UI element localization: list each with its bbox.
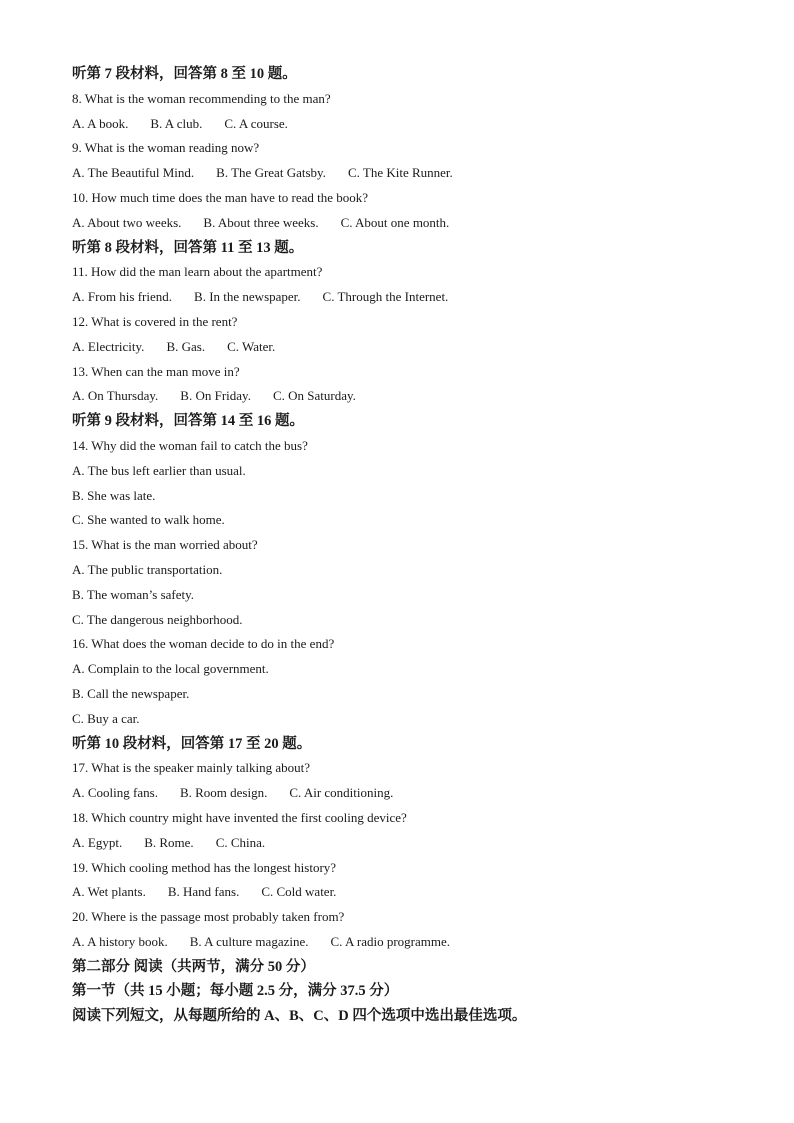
option-c: C. Cold water. <box>261 884 337 900</box>
option-b: B. Room design. <box>179 785 268 801</box>
question-17: 17. What is the speaker mainly talking about? <box>72 760 311 776</box>
question-11: 11. How did the man learn about the apartment? <box>72 264 323 280</box>
part2-instruction: 阅读下列短文，从每题所给的 A、B、C、D 四个选项中选出最佳选项。 <box>72 1008 527 1025</box>
section-heading: 听第 10 段材料，回答第 17 至 20 题。 <box>72 735 312 752</box>
option-c: C. Air conditioning. <box>289 785 394 801</box>
options-row <box>72 880 732 905</box>
option-a: A. The public transportation. <box>72 561 223 577</box>
options-row <box>72 285 732 310</box>
options-row <box>72 384 732 409</box>
option-c: C. The dangerous neighborhood. <box>72 611 243 627</box>
option-a: A. Egypt. <box>72 834 123 850</box>
question-19: 19. Which cooling method has the longest history? <box>72 859 337 875</box>
option-c: C. On Saturday. <box>272 388 356 404</box>
option-a: A. From his friend. <box>72 289 173 305</box>
option-b: B. A culture magazine. <box>189 933 309 949</box>
option-c: C. Through the Internet. <box>322 289 449 305</box>
part2-title: 第二部分 阅读（共两节，满分 50 分） <box>72 958 315 975</box>
question-8: 8. What is the woman recommending to the man? <box>72 90 331 106</box>
option-a: A. A book. <box>72 115 129 131</box>
options-row <box>72 781 732 806</box>
question-12: 12. What is covered in the rent? <box>72 313 238 329</box>
option-c: C. China. <box>215 834 266 850</box>
options-row <box>72 831 732 856</box>
question-16: 16. What does the woman decide to do in the end? <box>72 636 335 652</box>
option-b: B. Hand fans. <box>167 884 240 900</box>
question-15: 15. What is the man worried about? <box>72 537 258 553</box>
option-c: C. Buy a car. <box>72 710 140 726</box>
options-row <box>72 211 732 236</box>
option-b: B. A club. <box>150 115 203 131</box>
question-13: 13. When can the man move in? <box>72 363 240 379</box>
question-14: 14. Why did the woman fail to catch the bus? <box>72 437 308 453</box>
option-a: A. Cooling fans. <box>72 785 158 801</box>
option-c: C. She wanted to walk home. <box>72 512 225 528</box>
option-c: C. The Kite Runner. <box>347 165 453 181</box>
question-10: 10. How much time does the man have to read the book? <box>72 189 369 205</box>
option-a: A. On Thursday. <box>72 388 159 404</box>
options-row <box>72 930 732 955</box>
option-a: A. Electricity. <box>72 338 145 354</box>
option-a: A. About two weeks. <box>72 214 182 230</box>
section-heading: 听第 9 段材料，回答第 14 至 16 题。 <box>72 413 304 430</box>
option-a: A. Wet plants. <box>72 884 146 900</box>
question-9: 9. What is the woman reading now? <box>72 140 260 156</box>
section-heading: 听第 8 段材料，回答第 11 至 13 题。 <box>72 239 304 256</box>
option-b: B. She was late. <box>72 487 156 503</box>
options-row <box>72 112 732 137</box>
options-row <box>72 161 732 186</box>
option-b: B. The Great Gatsby. <box>216 165 326 181</box>
option-c: C. About one month. <box>340 214 450 230</box>
options-row <box>72 335 732 360</box>
option-b: B. The woman’s safety. <box>72 586 195 602</box>
option-a: A. Complain to the local government. <box>72 661 269 677</box>
option-b: B. Call the newspaper. <box>72 685 190 701</box>
question-18: 18. Which country might have invented the first cooling device? <box>72 809 407 825</box>
option-c: C. Water. <box>227 338 276 354</box>
option-b: B. Rome. <box>144 834 194 850</box>
option-c: C. A course. <box>224 115 288 131</box>
option-b: B. About three weeks. <box>203 214 319 230</box>
section-heading: 听第 7 段材料，回答第 8 至 10 题。 <box>72 66 297 82</box>
part2-section1-title: 第一节（共 15 小题；每小题 2.5 分，满分 37.5 分） <box>72 983 399 1000</box>
option-a: A. A history book. <box>72 933 168 949</box>
option-c: C. A radio programme. <box>330 933 451 949</box>
exam-page <box>72 62 732 1029</box>
question-20: 20. Where is the passage most probably taken from? <box>72 909 345 925</box>
option-a: A. The bus left earlier than usual. <box>72 462 246 478</box>
option-b: B. In the newspaper. <box>194 289 301 305</box>
option-b: B. Gas. <box>166 338 206 354</box>
option-b: B. On Friday. <box>180 388 251 404</box>
option-a: A. The Beautiful Mind. <box>72 165 195 181</box>
